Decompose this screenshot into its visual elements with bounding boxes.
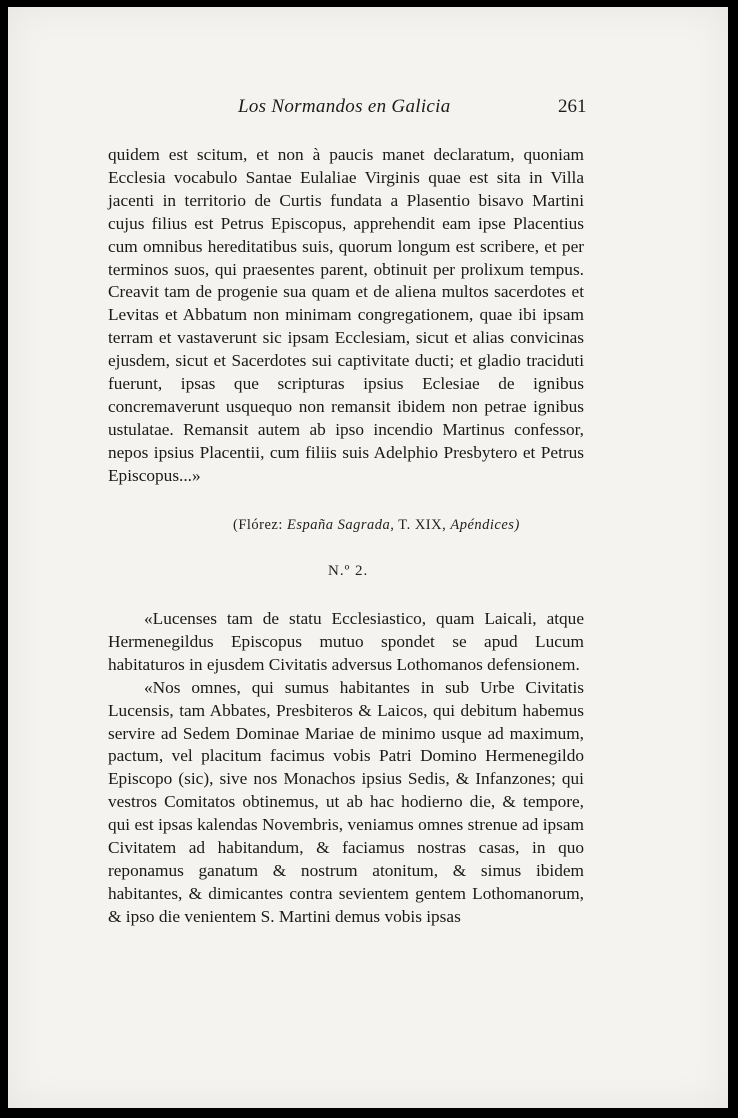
document-number: N.º 2.: [328, 563, 369, 579]
page-header: [8, 96, 728, 126]
document-text-block: [108, 608, 584, 929]
citation-section: Apéndices): [450, 517, 520, 533]
citation-open: (Flórez:: [233, 517, 288, 533]
page-number: 261: [558, 96, 587, 117]
continuation-paragraph: quidem est scitum, et non à paucis manet declaratum, quoniam Ecclesia vocabulo Santae Eulaliae Virginis quae est sita in Villa jacenti in territorio de Curtis fundata a Plasentio bisavo Martini cujus filius est Petrus Episcopus, apprehendit eam ipse Placentius cum omnibus hereditatibus suis, quorum longum est scribere, et per terminos suos, qui praesentes parent, obtinuit per prolixum tempus. Creavit tam de progenie sua quam et de aliena multos sacerdotes et Levitas et Abbatum non minimam congregationem, quae ibi ipsam terram et vastaverunt sic ipsam Ecclesiam, sicut et alias convicinas ejusdem, sicut et Sacerdotes sui captivitate ducti; et gladio traciduti fuerunt, ipsas que scripturas ipsius Eclesiae de ignibus concremaverunt usquequo non remansit ibidem non petrae ignibus ustulatae. Remansit autem ab ipso incendio Martinus confessor, nepos ipsius Placentii, cum filiis suis Adelphio Presbytero et Petrus Episcopus...»: [108, 145, 584, 485]
citation-title: España Sagrada,: [287, 517, 395, 533]
document-paragraph-main: «Nos omnes, qui sumus habitantes in sub Urbe Civitatis Lucensis, tam Abbates, Presbiteros & Laicos, qui debitum habemus servire ad Sedem Dominae Mariae de minimo usque ad maximum, pactum, vel placitum facimus vobis Patri Domino Hermenegildo Episcopo (sic), sive nos Monachos ipsius Sedis, & Infanzones; qui vestros Comitatos obtinemus, ut ab hac hodierno die, & tempore, qui est ipsas kalendas Novembris, veniamus omnes strenue ad ipsam Civitatem ad habitandum, & faciamus nostras casas, in quo reponamus ganatum & nostrum atonitum, & simus ibidem habitantes, & dimicantes contra sevientem gentem Lothomanorum, & ipso die venientem S. Martini demus vobis ipsas: [108, 677, 584, 926]
running-title: Los Normandos en Galicia: [238, 96, 451, 117]
citation: [233, 517, 520, 534]
document-paragraph-summary: «Lucenses tam de statu Ecclesiastico, quam Laicali, atque Hermenegildus Episcopus mutuo spondet se apud Lucum habitaturos in ejusdem Civitatis adversus Lothomanos defensionem.: [108, 609, 584, 674]
continuation-text-block: [108, 144, 584, 488]
book-page: [8, 7, 728, 1108]
citation-volume: T. XIX,: [394, 517, 451, 533]
